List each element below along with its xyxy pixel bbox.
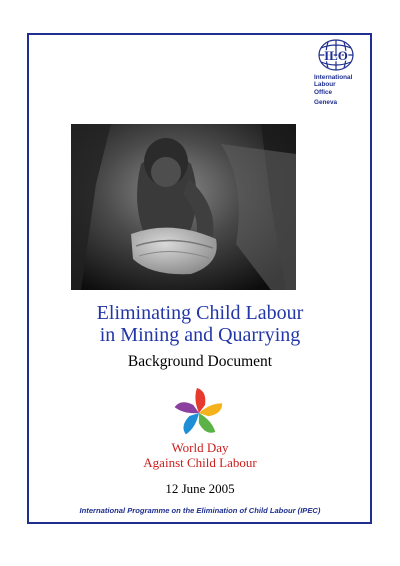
subtitle: Background Document — [127, 353, 273, 370]
title-line-1: Eliminating Child Labour — [96, 302, 304, 324]
ilo-city: Geneva — [314, 99, 338, 107]
child-miner-photo — [71, 124, 296, 290]
ilo-emblem-icon — [315, 38, 357, 74]
event-line-2: Against Child Labour — [143, 455, 257, 470]
pinwheel-blade — [179, 409, 202, 435]
event-line-1: World Day — [171, 440, 229, 455]
cover-photo — [71, 124, 296, 290]
title-line-2: in Mining and Quarrying — [99, 324, 301, 346]
ilo-line-international: International — [314, 74, 353, 81]
ipec-footer: International Programme on the Elimination of Child Labour (IPEC) — [79, 506, 321, 515]
ilo-logo-block — [314, 38, 358, 107]
ilo-line-office: Office — [314, 88, 333, 96]
ilo-line-labour: Labour — [314, 81, 336, 89]
ilo-emblem-text: ILO — [324, 48, 348, 63]
pinwheel-logo-icon — [172, 386, 226, 440]
event-date: 12 June 2005 — [165, 481, 235, 496]
